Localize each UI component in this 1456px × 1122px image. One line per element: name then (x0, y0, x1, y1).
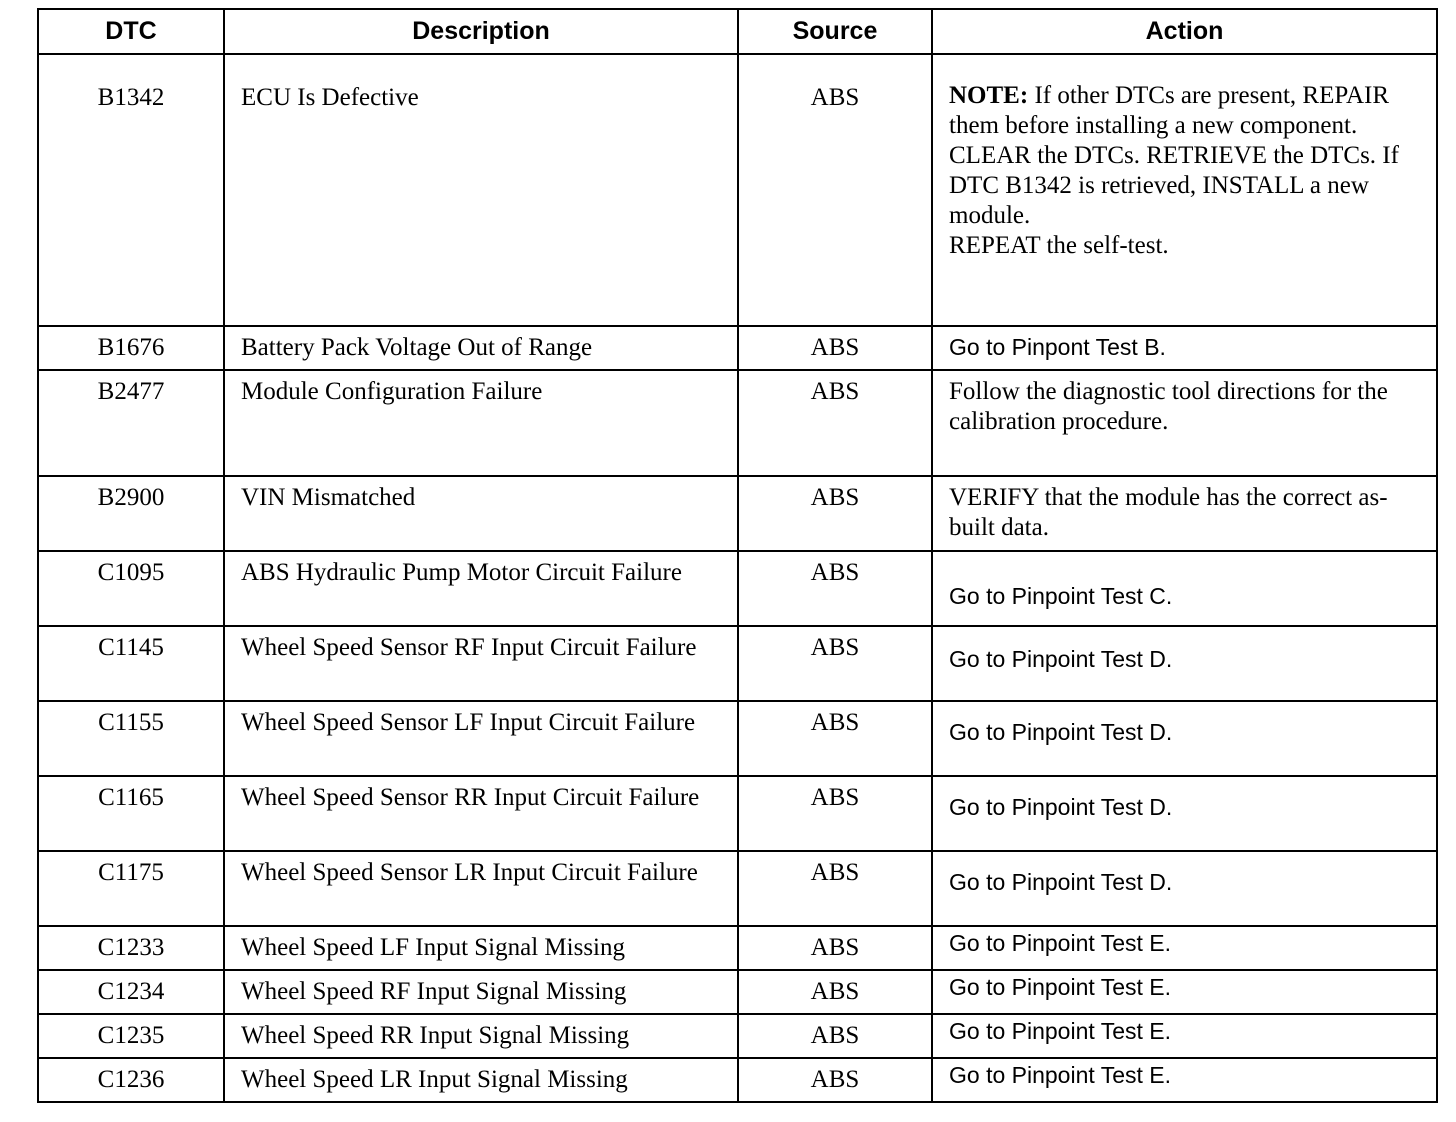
description-cell: Wheel Speed LF Input Signal Missing (224, 926, 738, 970)
table-row (38, 476, 1437, 551)
table-row (38, 370, 1437, 476)
action-cell: Follow the diagnostic tool directions for the calibration procedure. (932, 370, 1437, 476)
description-cell: Wheel Speed Sensor LF Input Circuit Failure (224, 701, 738, 776)
header-source: Source (738, 9, 932, 54)
source-cell: ABS (738, 970, 932, 1014)
action-cell: Go to Pinpoint Test D. (932, 701, 1437, 776)
source-cell: ABS (738, 1058, 932, 1102)
description-cell: Wheel Speed RF Input Signal Missing (224, 970, 738, 1014)
action-cell: Go to Pinpoint Test D. (932, 851, 1437, 926)
action-note: NOTE: If other DTCs are present, REPAIR them before installing a new component. (949, 82, 1390, 139)
table-row (38, 1058, 1437, 1102)
action-cell: Go to Pinpoint Test E. (932, 970, 1437, 1014)
description-cell: Battery Pack Voltage Out of Range (224, 326, 738, 370)
action-cell: VERIFY that the module has the correct as-built data. (932, 476, 1437, 551)
dtc-cell: C1235 (38, 1014, 224, 1058)
description-cell: Wheel Speed Sensor RR Input Circuit Failure (224, 776, 738, 851)
table-row (38, 551, 1437, 626)
dtc-cell: C1234 (38, 970, 224, 1014)
dtc-cell: B2900 (38, 476, 224, 551)
action-cell (932, 54, 1437, 326)
source-cell: ABS (738, 851, 932, 926)
action-line: REPEAT the self-test. (949, 232, 1169, 259)
source-cell: ABS (738, 1014, 932, 1058)
source-cell: ABS (738, 54, 932, 326)
action-cell: Go to Pinpoint Test D. (932, 626, 1437, 701)
source-cell: ABS (738, 701, 932, 776)
table-row (38, 851, 1437, 926)
table-row (38, 626, 1437, 701)
source-cell: ABS (738, 326, 932, 370)
dtc-cell: C1145 (38, 626, 224, 701)
dtc-cell: C1233 (38, 926, 224, 970)
table-row (38, 1014, 1437, 1058)
table-row (38, 326, 1437, 370)
dtc-table (37, 8, 1438, 1103)
dtc-cell: B1676 (38, 326, 224, 370)
note-label: NOTE: (949, 82, 1029, 109)
action-cell: Go to Pinpont Test B. (932, 326, 1437, 370)
description-cell: ABS Hydraulic Pump Motor Circuit Failure (224, 551, 738, 626)
dtc-cell: B2477 (38, 370, 224, 476)
dtc-cell: C1095 (38, 551, 224, 626)
description-cell: Module Configuration Failure (224, 370, 738, 476)
header-action: Action (932, 9, 1437, 54)
header-row (38, 9, 1437, 54)
dtc-cell: B1342 (38, 54, 224, 326)
action-cell: Go to Pinpoint Test E. (932, 926, 1437, 970)
description-cell: ECU Is Defective (224, 54, 738, 326)
source-cell: ABS (738, 626, 932, 701)
header-dtc: DTC (38, 9, 224, 54)
description-cell: Wheel Speed Sensor RF Input Circuit Failure (224, 626, 738, 701)
action-cell: Go to Pinpoint Test C. (932, 551, 1437, 626)
table-row (38, 926, 1437, 970)
dtc-cell: C1155 (38, 701, 224, 776)
source-cell: ABS (738, 551, 932, 626)
source-cell: ABS (738, 926, 932, 970)
table-row (38, 776, 1437, 851)
description-cell: Wheel Speed LR Input Signal Missing (224, 1058, 738, 1102)
description-cell: VIN Mismatched (224, 476, 738, 551)
source-cell: ABS (738, 370, 932, 476)
action-cell: Go to Pinpoint Test E. (932, 1058, 1437, 1102)
table-row (38, 970, 1437, 1014)
source-cell: ABS (738, 476, 932, 551)
action-line: CLEAR the DTCs. RETRIEVE the DTCs. If DTC B1342 is retrieved, INSTALL a new module. (949, 142, 1399, 229)
description-cell: Wheel Speed Sensor LR Input Circuit Failure (224, 851, 738, 926)
header-description: Description (224, 9, 738, 54)
description-cell: Wheel Speed RR Input Signal Missing (224, 1014, 738, 1058)
table-row (38, 701, 1437, 776)
dtc-cell: C1175 (38, 851, 224, 926)
action-cell: Go to Pinpoint Test D. (932, 776, 1437, 851)
dtc-cell: C1165 (38, 776, 224, 851)
source-cell: ABS (738, 776, 932, 851)
dtc-cell: C1236 (38, 1058, 224, 1102)
table-row (38, 54, 1437, 326)
action-cell: Go to Pinpoint Test E. (932, 1014, 1437, 1058)
